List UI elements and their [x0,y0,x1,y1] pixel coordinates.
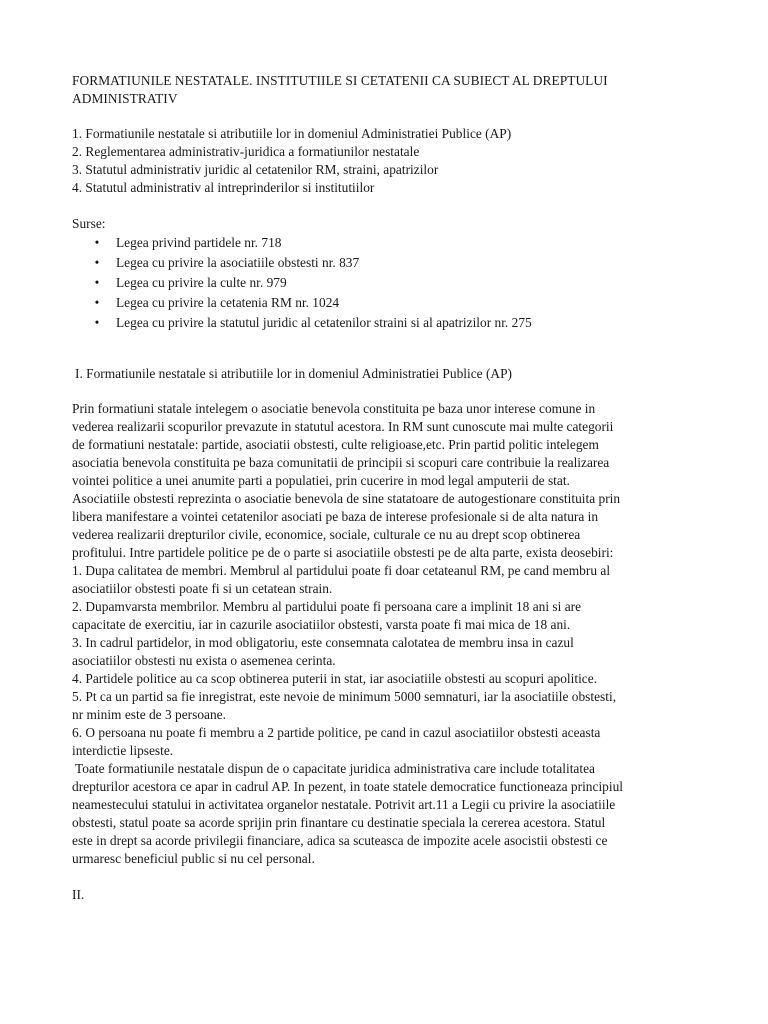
title-line-1: FORMATIUNILE NESTATALE. INSTITUTIILE SI CETATENII CA SUBIECT AL DREPTULUI [72,73,608,88]
source-item-text: Legea cu privire la cetatenia RM nr. 1024 [116,295,340,310]
body-line: libera manifestare a vointei cetatenilor asociati pe baza de interese profesionale si de alta natura in [72,509,599,524]
source-item-2 [72,254,712,272]
body-line: vederea realizarii drepturilor civile, economice, sociale, culturale ce nu au drept scop obtinerea [72,527,581,542]
body-line: asociatiilor obstesti poate fi si un cetatean strain. [72,581,333,596]
body-line: de formatiuni nestatale: partide, asociatii obstesti, culte religioase,etc. Prin partid politic intelegem [72,437,599,452]
body-line: capacitate de exercitiu, iar in cazurile asociatiilor obstesti, varsta poate fi mai mica de 18 ani. [72,617,571,632]
body-line: asociatiilor obstesti nu exista o asemenea cerinta. [72,653,336,668]
body-line: nr minim este de 3 persoane. [72,707,226,722]
body-line: urmaresc beneficiul public si nu cel personal. [72,851,315,866]
body-line: este in drept sa acorde privilegii financiare, adica sa scuteasca de impozite acele asocistii obstesti ce [72,833,608,848]
title-line-2: ADMINISTRATIV [72,91,178,106]
body-line: 6. O persoana nu poate fi membru a 2 partide politice, pe cand in cazul asociatiilor obstesti aceasta [72,725,601,740]
source-item-4 [72,294,712,312]
section-2-heading: II. [72,887,85,902]
body-line: Asociatiile obstesti reprezinta o asociatie benevola de sine statatoare de autogestionare constituita prin [72,491,621,506]
toc-item-3: 3. Statutul administrativ juridic al cetatenilor RM, straini, apatrizilor [72,162,439,177]
body-line: vointei politice a unei anumite parti a populatiei, prin cucerire in mod legal amputerii de stat. [72,473,570,488]
source-item-text: Legea cu privire la statutul juridic al cetatenilor straini si al apatrizilor nr. 275 [116,315,532,330]
body-line: obstesti, statul poate sa acorde sprijin prin finantare cu destinatie speciala la cererea acestora. Statul [72,815,606,830]
body-line: vederea realizarii scopurilor prevazute in statutul acestora. In RM sunt cunoscute mai multe categorii [72,419,614,434]
body-line: interdictie lipseste. [72,743,174,758]
bullet-icon: • [94,235,100,250]
body-line: Toate formatiunile nestatale dispun de o capacitate juridica administrativa care include totalitatea [75,761,595,776]
toc-item-2: 2. Reglementarea administrativ-juridica a formatiunilor nestatale [72,144,420,159]
section-1-body [72,400,712,868]
body-line: 4. Partidele politice au ca scop obtinerea puterii in stat, iar asociatiile obstesti au scopuri apolitice. [72,671,598,686]
body-line: 5. Pt ca un partid sa fie inregistrat, este nevoie de minimum 5000 semnaturi, iar la asociatiile obstesti, [72,689,617,704]
source-item-3 [72,274,712,292]
document-page [72,72,712,904]
sources-list [72,234,712,332]
body-line: 1. Dupa calitatea de membri. Membrul al partidului poate fi doar cetateanul RM, pe cand membru al [72,563,611,578]
bullet-icon: • [94,315,100,330]
toc-item-1: 1. Formatiunile nestatale si atributiile lor in domeniul Administratiei Publice (AP) [72,126,512,141]
body-line: asociatia benevola constituita pe baza comunitatii de principii si scopuri care contribuie la realizarea [72,455,610,470]
source-item-5 [72,314,712,332]
sources-label: Surse: [72,216,106,231]
bullet-icon: • [94,295,100,310]
body-line: 3. In cadrul partidelor, in mod obligatoriu, este consemnata calotatea de membru insa in cazul [72,635,574,650]
section-1-heading: I. Formatiunile nestatale si atributiile lor in domeniul Administratiei Publice (AP) [75,366,512,381]
source-item-text: Legea cu privire la asociatiile obstesti nr. 837 [116,255,360,270]
bullet-icon: • [94,275,100,290]
body-line: neamestecului statului in activitatea organelor nestatale. Potrivit art.11 a Legii cu privire la asociatiile [72,797,616,812]
source-item-text: Legea privind partidele nr. 718 [116,235,282,250]
bullet-icon: • [94,255,100,270]
toc-item-4: 4. Statutul administrativ al intreprinderilor si institutiilor [72,180,375,195]
body-line: drepturilor acestora ce apar in cadrul AP. In pezent, in toate statele democratice functioneaza principiul [72,779,624,794]
document-title [72,72,712,108]
body-line: 2. Dupamvarsta membrilor. Membru al partidului poate fi persoana care a implinit 18 ani si are [72,599,582,614]
table-of-contents [72,125,712,197]
body-line: Prin formatiuni statale intelegem o asociatie benevola constituita pe baza unor interese comune in [72,401,596,416]
source-item-text: Legea cu privire la culte nr. 979 [116,275,287,290]
body-line: profitului. Intre partidele politice pe de o parte si asociatiile obstesti pe de alta parte, exista deosebiri: [72,545,614,560]
source-item-1 [72,234,712,252]
